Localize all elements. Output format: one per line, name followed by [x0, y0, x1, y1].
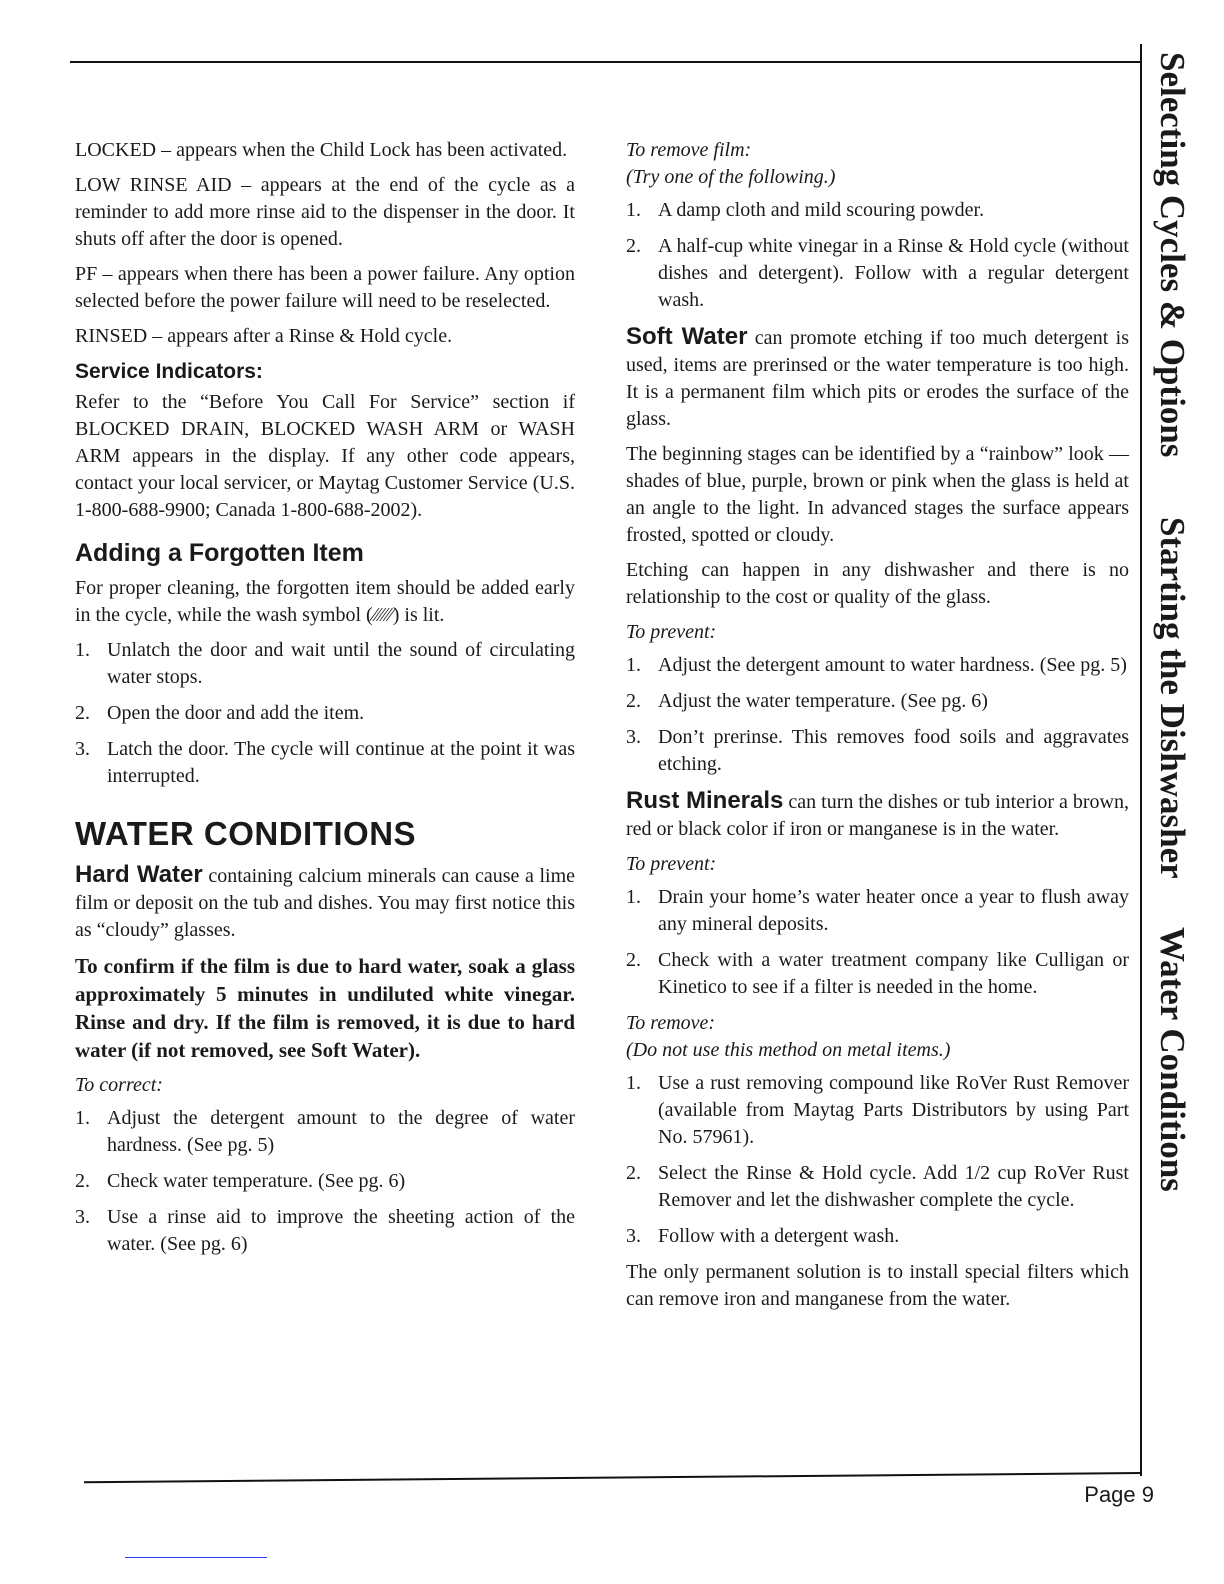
list-item: 1. Unlatch the door and wait until the sound of circulating water stops. — [75, 639, 575, 688]
tab-water-conditions: Water Conditions — [1153, 927, 1192, 1192]
list-item: 2. Adjust the water temperature. (See pg. 6) — [626, 690, 988, 712]
remove-note: (Do not use this method on metal items.) — [626, 1039, 951, 1061]
remove-label: To remove: — [626, 1012, 716, 1034]
service-text: Refer to the “Before You Call For Service” section if BLOCKED DRAIN, BLOCKED WASH ARM or WASH ARM appears in the display. If any other code appears, contact your local servicer, or Maytag Customer Service (U.S. 1-800-688-9900; Canada 1-800-688-2002). — [75, 391, 575, 521]
prevent-label: To prevent: — [626, 621, 717, 643]
blue-line — [125, 1557, 267, 1558]
low-rinse-text: LOW RINSE AID – appears at the end of the cycle as a reminder to add more rinse aid to the dispenser in the door. It shuts off after the door is opened. — [75, 174, 575, 250]
list-item: 3. Use a rinse aid to improve the sheeting action of the water. (See pg. 6) — [75, 1206, 575, 1255]
list-item: 1. Adjust the detergent amount to water hardness. (See pg. 5) — [626, 654, 1127, 676]
rust-minerals-text: Rust Minerals can turn the dishes or tub interior a brown, red or black color if iron or manganese is in the water. — [626, 787, 1129, 840]
correct-label: To correct: — [75, 1074, 163, 1096]
list-item: 1. Use a rust removing compound like RoVer Rust Remover (available from Maytag Parts Distributors by using Part No. 57961). — [626, 1072, 1129, 1148]
list-item: 2. Select the Rinse & Hold cycle. Add 1/2 cup RoVer Rust Remover and let the dishwasher complete the cycle. — [626, 1162, 1129, 1211]
forgotten-text: For proper cleaning, the forgotten item should be added early in the cycle, while the wash symbol (⁄⁄⁄⁄⁄⁄) is lit. — [75, 577, 575, 626]
soft-water-text: Soft Water can promote etching if too much detergent is used, items are prerinsed or the water temperature is too high. It is a permanent film which pits or erodes the surface of the glass. — [626, 323, 1129, 430]
list-item: 3. Don’t prerinse. This removes food soils and aggravates etching. — [626, 726, 1129, 775]
final-text: The only permanent solution is to install special filters which can remove iron and manganese from the water. — [626, 1261, 1129, 1310]
prevent-steps — [626, 652, 1129, 778]
etching-text: Etching can happen in any dishwasher and there is no relationship to the cost or quality of the glass. — [626, 559, 1129, 608]
right-rule — [1140, 44, 1142, 1476]
forgotten-heading: Adding a Forgotten Item — [75, 539, 364, 567]
rust-prevent-steps — [626, 884, 1129, 1001]
top-rule — [70, 61, 1142, 63]
tab-selecting-cycles: Selecting Cycles & Options — [1153, 52, 1192, 458]
side-section-tabs — [1152, 52, 1192, 1202]
bottom-rule — [84, 1472, 1142, 1483]
try-one-note: (Try one of the following.) — [626, 166, 836, 188]
rinsed-text: RINSED – appears after a Rinse & Hold cycle. — [75, 325, 453, 347]
left-column — [75, 137, 575, 1267]
service-heading: Service Indicators: — [75, 360, 263, 383]
list-item: 1. A damp cloth and mild scouring powder. — [626, 199, 985, 221]
list-item: 3. Latch the door. The cycle will continue at the point it was interrupted. — [75, 738, 575, 787]
list-item: 2. Check with a water treatment company like Culligan or Kinetico to see if a filter is needed in the home. — [626, 949, 1129, 998]
hard-water-text: Hard Water containing calcium minerals can cause a lime film or deposit on the tub and dishes. You may first notice this as “cloudy” glasses. — [75, 861, 576, 941]
remove-film-label: To remove film: — [626, 139, 752, 161]
page-number: Page 9 — [1084, 1482, 1154, 1507]
rainbow-text: The beginning stages can be identified by a “rainbow” look — shades of blue, purple, brown or pink when the glass is held at an angle to the light. In advanced stages the surface appears frosted, spotted or cloudy. — [626, 443, 1129, 546]
list-item: 2. Check water temperature. (See pg. 6) — [75, 1170, 406, 1192]
list-item: 2. Open the door and add the item. — [75, 702, 365, 724]
list-item: 2. A half-cup white vinegar in a Rinse & Hold cycle (without dishes and detergent). Follow with a regular detergent wash. — [626, 235, 1129, 311]
water-conditions-heading: WATER CONDITIONS — [75, 815, 417, 852]
locked-text: LOCKED – appears when the Child Lock has been activated. — [75, 139, 568, 161]
list-item: 3. Follow with a detergent wash. — [626, 1225, 900, 1247]
remove-film-steps — [626, 197, 1129, 314]
forgotten-steps — [75, 637, 575, 790]
confirm-text: To confirm if the film is due to hard water, soak a glass approximately 5 minutes in undiluted white vinegar. Rinse and dry. If the film is removed, it is due to hard water (if not removed, see Soft Water). — [75, 954, 575, 1062]
remove-steps — [626, 1070, 1129, 1250]
list-item: 1. Adjust the detergent amount to the degree of water hardness. (See pg. 5) — [75, 1107, 575, 1156]
correct-steps — [75, 1105, 575, 1258]
right-column — [626, 137, 1129, 1321]
list-item: 1. Drain your home’s water heater once a year to flush away any mineral deposits. — [626, 886, 1129, 935]
rust-prevent-label: To prevent: — [626, 853, 717, 875]
tab-starting-dishwasher: Starting the Dishwasher — [1153, 517, 1192, 879]
pf-text: PF – appears when there has been a power failure. Any option selected before the power failure will need to be reselected. — [75, 263, 575, 312]
